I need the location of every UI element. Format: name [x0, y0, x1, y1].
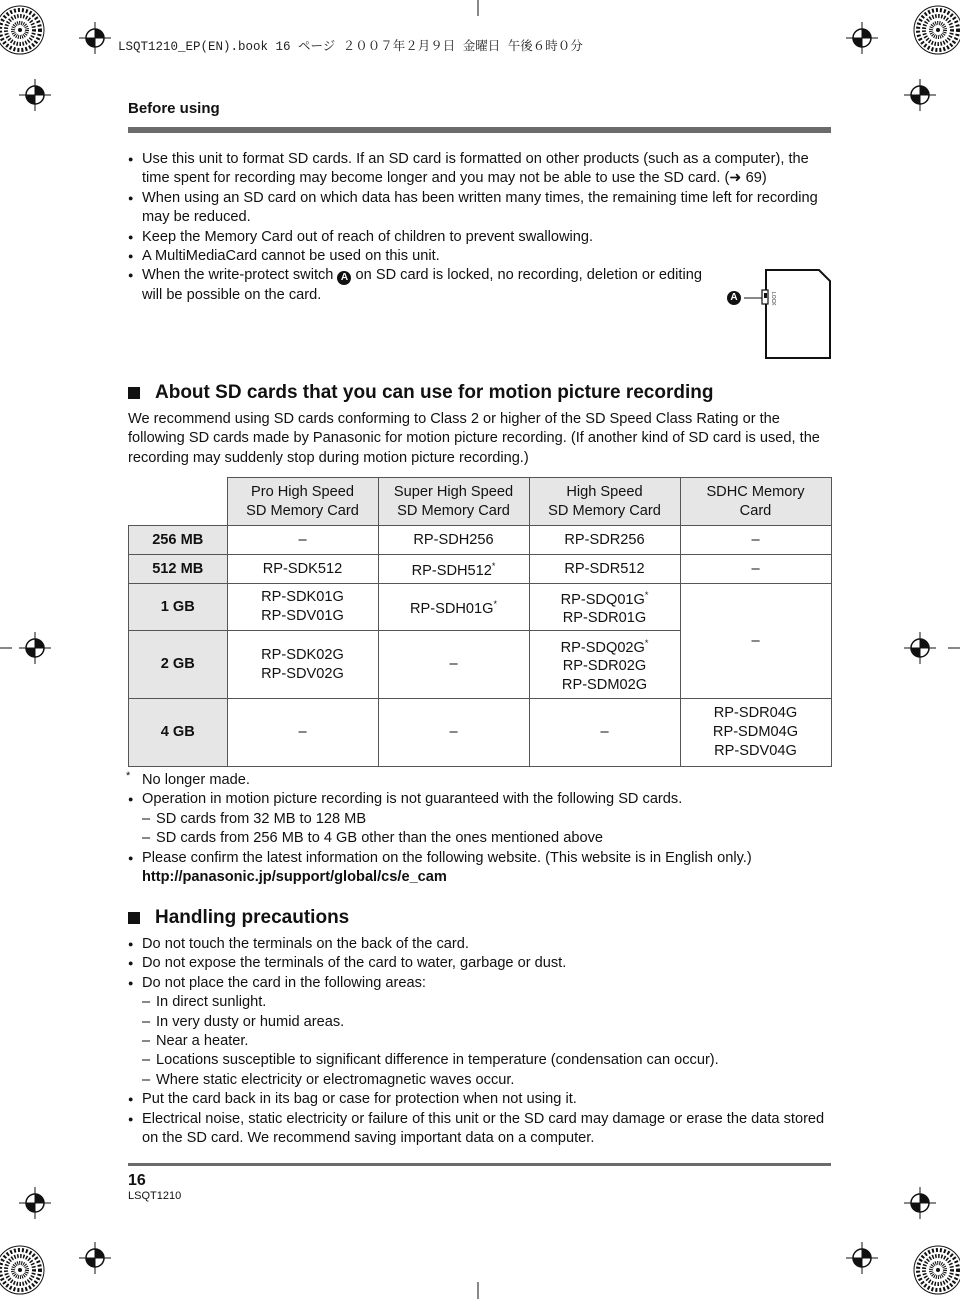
table-header: [227, 478, 378, 526]
list-item: ● When using an SD card on which data has been written many times, the remaining time left for recording may be reduced.: [128, 189, 838, 228]
table-cell: –: [378, 631, 529, 699]
list-item: ● Operation in motion picture recording is not guaranteed with the following SD cards.: [128, 790, 838, 809]
row-label: 2 GB: [129, 631, 228, 699]
table-cell: –: [680, 555, 831, 584]
list-item: ● Do not expose the terminals of the card to water, garbage or dust.: [128, 954, 838, 973]
table-cell: RP-SDK01G RP-SDV01G: [227, 584, 378, 631]
list-subitem: – Near a heater.: [128, 1032, 838, 1051]
heading-square-icon: [128, 912, 140, 924]
section-title: Before using: [128, 100, 220, 117]
list-item-write-protect: [128, 266, 702, 305]
list-item: ● Use this unit to format SD cards. If an SD card is formatted on other products (such as a computer), the time spent for recording may become longer and you may not be able to use the SD card. (➜ 69): [128, 150, 838, 189]
table-cell: RP-SDQ02G* RP-SDR02G RP-SDM02G: [529, 631, 680, 699]
footnote-star: *: [126, 770, 131, 782]
page-code: LSQT1210: [128, 1190, 182, 1202]
table-cell: RP-SDR512: [529, 555, 680, 584]
column-header-line: SD Memory Card: [397, 502, 510, 519]
row-label: 4 GB: [129, 699, 228, 767]
table-row: [129, 584, 832, 631]
column-header-line: Pro High Speed: [250, 483, 355, 500]
sd-card-table: [128, 477, 832, 767]
table-cell: RP-SDR256: [529, 526, 680, 555]
table-corner: [129, 478, 228, 526]
table-cell: –: [680, 584, 831, 699]
list-subitem: – SD cards from 256 MB to 4 GB other than the ones mentioned above: [128, 829, 838, 848]
table-cell: –: [680, 526, 831, 555]
column-header-line: Super High Speed: [393, 483, 514, 500]
list-item: ● Keep the Memory Card out of reach of children to prevent swallowing.: [128, 228, 838, 247]
table-cell: RP-SDH512*: [378, 555, 529, 584]
marker-a-icon: A: [727, 291, 741, 305]
column-header-line: High Speed: [566, 483, 643, 500]
table-notes: [128, 771, 838, 887]
table-cell: –: [378, 699, 529, 767]
table-cell: RP-SDK02G RP-SDV02G: [227, 631, 378, 699]
column-header-line: SD Memory Card: [246, 502, 359, 519]
lock-label: LOCK: [770, 292, 776, 306]
column-header-line: SD Memory Card: [548, 502, 661, 519]
row-label: 256 MB: [129, 526, 228, 555]
about-heading: [128, 382, 713, 404]
table-cell: –: [529, 699, 680, 767]
list-item: ● Electrical noise, static electricity or failure of this unit or the SD card may damage or erase the data stored on the SD card. We recommend saving important data on a computer.: [128, 1110, 838, 1149]
list-item: ● Please confirm the latest information on the following website. (This website is in English only.): [128, 849, 838, 868]
footnote-text: No longer made.: [142, 772, 250, 788]
table-cell: RP-SDH256: [378, 526, 529, 555]
column-header-line: SDHC Memory: [706, 483, 805, 500]
heading-square-icon: [128, 387, 140, 399]
website-link[interactable]: http://panasonic.jp/support/global/cs/e_cam: [142, 869, 447, 886]
list-item: ● A MultiMediaCard cannot be used on this unit.: [128, 247, 838, 266]
marker-a-icon: A: [337, 271, 351, 285]
column-header-line: Card: [739, 502, 772, 519]
about-paragraph: We recommend using SD cards conforming to Class 2 or higher of the SD Speed Class Rating or the following SD cards made by Panasonic for motion picture recording. (If another kind of SD card is used, the recording may suddenly stop during motion picture recording.): [128, 411, 820, 466]
list-item: ● Do not touch the terminals on the back of the card.: [128, 935, 838, 954]
page-number: 16: [128, 1172, 146, 1189]
table-row: [129, 526, 832, 555]
header-rule: [128, 127, 831, 133]
table-cell: RP-SDH01G*: [378, 584, 529, 631]
table-header: [680, 478, 831, 526]
table-row: [129, 699, 832, 767]
table-cell: RP-SDQ01G* RP-SDR01G: [529, 584, 680, 631]
about-heading-text: About SD cards that you can use for motion picture recording: [155, 382, 714, 403]
list-subitem: – In very dusty or humid areas.: [128, 1013, 838, 1032]
row-label: 512 MB: [129, 555, 228, 584]
table-row: [129, 555, 832, 584]
write-protect-text-end: on SD card is locked, no recording, deletion or editing will be possible on the card.: [142, 267, 702, 303]
table-cell: RP-SDR04G RP-SDM04G RP-SDV04G: [680, 699, 831, 767]
list-item: ● Do not place the card in the following areas:: [128, 974, 838, 993]
list-subitem: – In direct sunlight.: [128, 993, 838, 1012]
footnote: [128, 771, 838, 790]
row-label: 1 GB: [129, 584, 228, 631]
table-cell: –: [227, 699, 378, 767]
list-item: ● Put the card back in its bag or case for protection when not using it.: [128, 1090, 838, 1109]
handling-bullets: [128, 935, 838, 1148]
list-subitem: – SD cards from 32 MB to 128 MB: [128, 810, 838, 829]
list-subitem: – Where static electricity or electromagnetic waves occur.: [128, 1071, 838, 1090]
write-protect-text-start: When the write-protect switch: [142, 267, 334, 284]
file-info-line: LSQT1210_EP(EN).book 16 ページ ２００７年２月９日 金曜日 午後６時０分: [118, 40, 583, 54]
sd-card-figure: [726, 268, 832, 360]
sd-card-illustration: [726, 268, 832, 360]
list-subitem: – Locations susceptible to significant difference in temperature (condensation can occur).: [128, 1051, 838, 1070]
table-header: [378, 478, 529, 526]
footer-rule: [128, 1163, 831, 1166]
table-cell: –: [227, 526, 378, 555]
handling-heading: [128, 907, 349, 929]
handling-heading-text: Handling precautions: [155, 907, 350, 928]
table-header: [529, 478, 680, 526]
table-cell: RP-SDK512: [227, 555, 378, 584]
